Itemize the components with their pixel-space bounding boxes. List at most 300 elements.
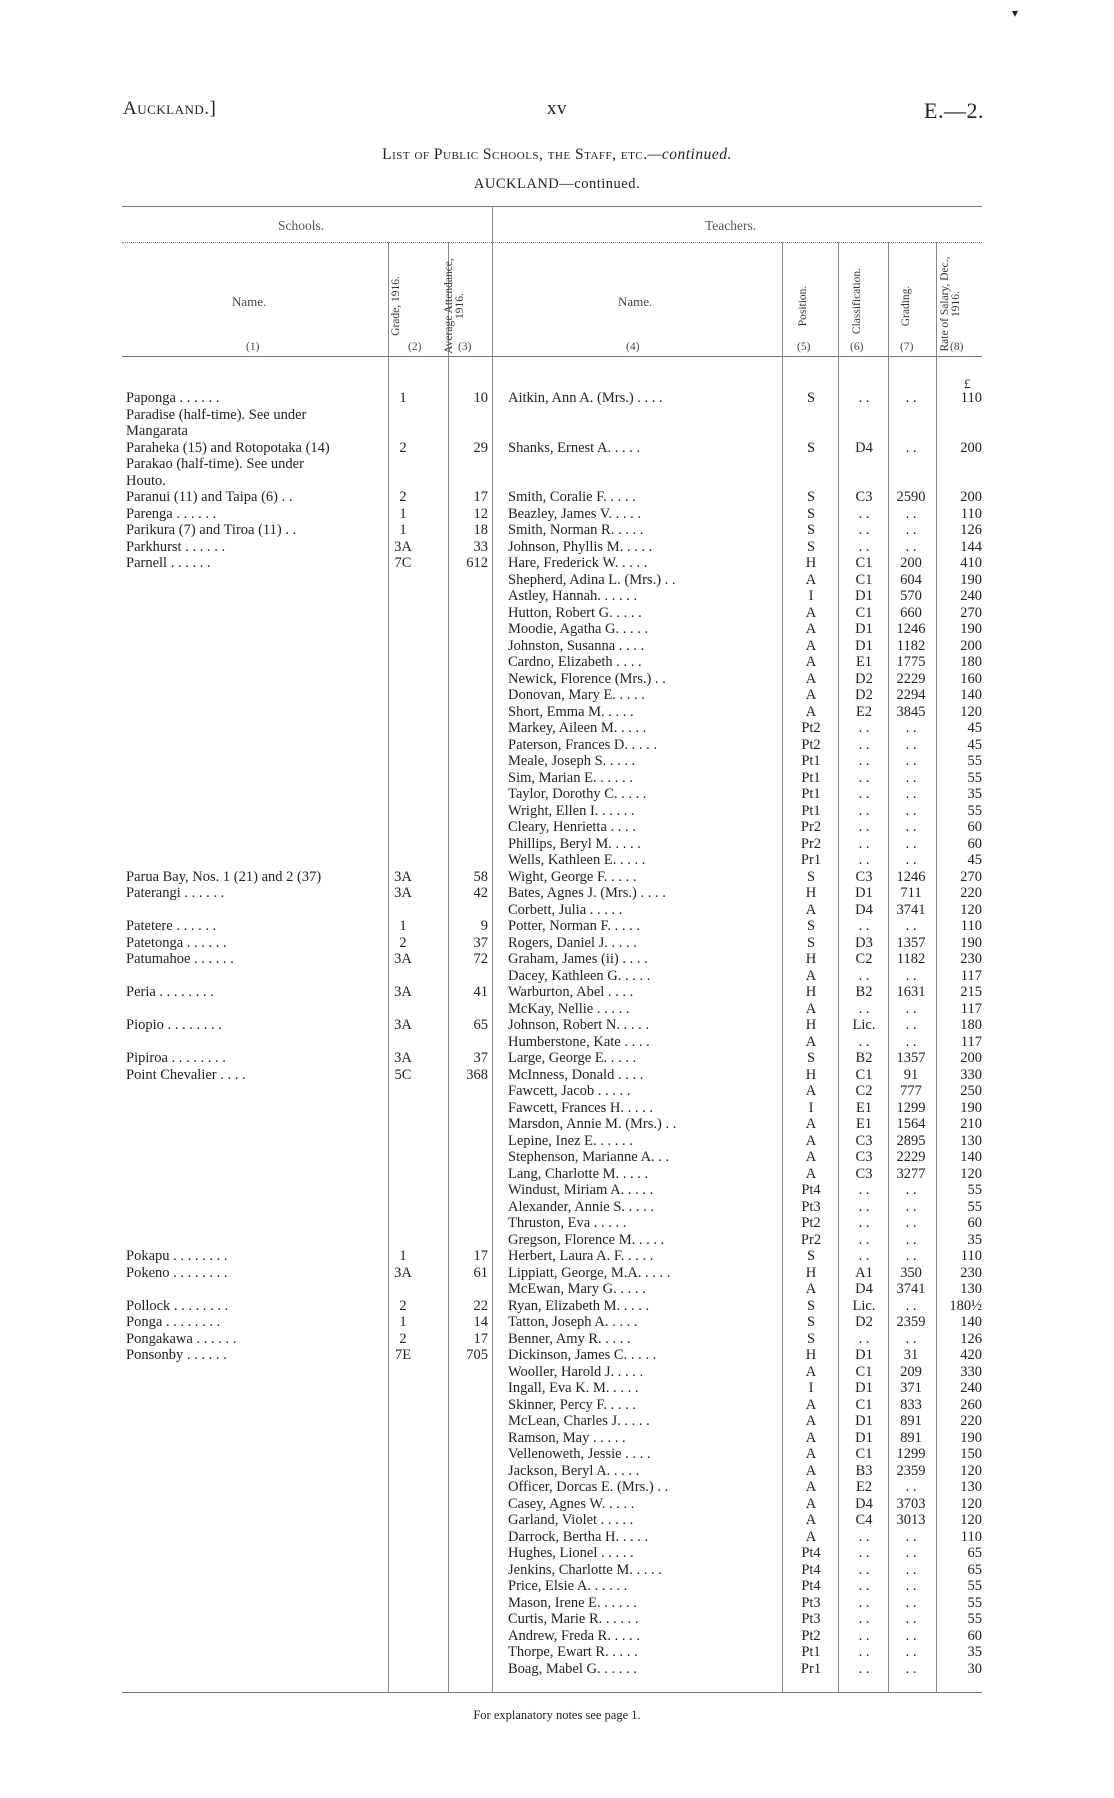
table-row xyxy=(0,423,1114,439)
salary-cell: 140 xyxy=(960,1149,982,1165)
col-header-classification: Classification. xyxy=(851,267,863,335)
grading-cell: 3703 xyxy=(896,1495,926,1512)
classification-cell: . . xyxy=(858,1528,870,1545)
school-name-cell: Paponga . . . . . . xyxy=(126,390,220,406)
teacher-name-cell: Curtis, Marie R. . . . . . xyxy=(508,1611,639,1627)
grade-cell: 5C xyxy=(394,1066,412,1083)
salary-cell: 117 xyxy=(960,967,982,984)
grading-cell: 3013 xyxy=(896,1512,926,1528)
salary-cell: 35 xyxy=(967,1231,982,1248)
table-row xyxy=(0,1661,1114,1677)
table-row xyxy=(0,918,1114,934)
salary-cell: 120 xyxy=(960,1495,982,1512)
grade-cell: 1 xyxy=(399,505,407,522)
classification-cell: D1 xyxy=(855,1413,873,1429)
teacher-name-cell: Hare, Frederick W. . . . . xyxy=(508,555,648,571)
teacher-name-cell: Phillips, Beryl M. . . . . xyxy=(508,835,641,852)
table-row xyxy=(0,1562,1114,1578)
school-name-cell: Parenga . . . . . . xyxy=(126,505,217,522)
position-cell: Pt2 xyxy=(801,720,821,736)
classification-cell: E2 xyxy=(855,1479,873,1495)
salary-cell: 120 xyxy=(960,901,982,918)
position-cell: A xyxy=(805,901,817,918)
attendance-cell: 33 xyxy=(473,538,488,555)
grading-cell: . . xyxy=(905,786,917,802)
grading-cell: . . xyxy=(905,1297,917,1314)
position-cell: Pt1 xyxy=(801,753,821,769)
table-body xyxy=(0,390,1114,1690)
position-cell: A xyxy=(805,1479,817,1495)
grade-cell: 7C xyxy=(394,555,412,571)
classification-cell: . . xyxy=(858,1594,870,1611)
grading-cell: . . xyxy=(905,819,917,835)
salary-cell: 55 xyxy=(967,1198,982,1215)
classification-cell: C3 xyxy=(855,1149,873,1165)
table-bottom-rule xyxy=(122,1692,982,1693)
attendance-cell: 9 xyxy=(480,918,488,934)
salary-cell: 190 xyxy=(960,934,982,951)
running-header-left: Auckland.] xyxy=(123,98,217,119)
attendance-cell: 72 xyxy=(473,951,488,967)
position-cell: A xyxy=(805,703,817,720)
salary-cell: 65 xyxy=(967,1561,982,1578)
table-row xyxy=(0,1496,1114,1512)
salary-cell: 190 xyxy=(960,1429,982,1446)
table-row xyxy=(0,1397,1114,1413)
attendance-cell: 61 xyxy=(473,1264,488,1281)
teacher-name-cell: Benner, Amy R. . . . . xyxy=(508,1330,631,1347)
classification-cell: D4 xyxy=(855,901,873,918)
grading-cell: . . xyxy=(905,1248,917,1264)
salary-cell: 120 xyxy=(960,1512,982,1528)
attendance-cell: 42 xyxy=(473,885,488,901)
salary-cell: 126 xyxy=(960,1330,982,1347)
grading-cell: . . xyxy=(905,852,917,868)
grading-cell: . . xyxy=(905,720,917,736)
table-row xyxy=(0,786,1114,802)
salary-cell: 160 xyxy=(960,670,982,687)
classification-cell: C1 xyxy=(855,1396,873,1413)
salary-cell: 130 xyxy=(960,1479,982,1495)
salary-cell: 220 xyxy=(960,1413,982,1429)
classification-cell: . . xyxy=(858,1330,870,1347)
position-cell: A xyxy=(805,687,817,703)
table-row xyxy=(0,737,1114,753)
table-row xyxy=(0,489,1114,505)
attendance-cell: 17 xyxy=(473,489,488,505)
grading-cell: 1299 xyxy=(896,1446,926,1462)
grading-cell: 2294 xyxy=(896,687,926,703)
classification-cell: C1 xyxy=(855,1446,873,1462)
grading-cell: 209 xyxy=(900,1363,922,1380)
classification-cell: . . xyxy=(858,786,870,802)
col-number-5: (5) xyxy=(797,341,811,353)
col-header-salary: Rate of Salary, Dec., 1916. xyxy=(939,256,962,352)
table-row xyxy=(0,572,1114,588)
position-cell: Pt1 xyxy=(801,1644,821,1660)
col-number-4: (4) xyxy=(626,341,640,353)
position-cell: Pt3 xyxy=(801,1611,821,1627)
position-cell: A xyxy=(805,1281,817,1297)
classification-cell: D4 xyxy=(855,1495,873,1512)
teacher-name-cell: Moodie, Agatha G. . . . . xyxy=(508,621,649,637)
teacher-name-cell: Fawcett, Frances H. . . . . xyxy=(508,1099,653,1116)
classification-cell: . . xyxy=(858,1231,870,1248)
grading-cell: . . xyxy=(905,967,917,984)
salary-cell: 270 xyxy=(960,604,982,621)
table-row xyxy=(0,1281,1114,1297)
salary-cell: 55 xyxy=(967,1594,982,1611)
grading-cell: . . xyxy=(905,1644,917,1660)
teacher-name-cell: Wright, Ellen I. . . . . . xyxy=(508,802,635,819)
attendance-cell: 12 xyxy=(473,505,488,522)
salary-cell: 55 xyxy=(967,753,982,769)
teacher-name-cell: Rogers, Daniel J. . . . . xyxy=(508,934,637,951)
col-header-grading: Grading. xyxy=(900,285,912,327)
attendance-cell: 17 xyxy=(473,1248,488,1264)
salary-cell: 30 xyxy=(967,1660,982,1677)
teacher-name-cell: Gregson, Florence M. . . . . xyxy=(508,1231,665,1248)
teacher-name-cell: Cardno, Elizabeth . . . . xyxy=(508,654,642,670)
grade-cell: 2 xyxy=(399,1297,407,1314)
salary-cell: 140 xyxy=(960,1314,982,1330)
grade-cell: 3A xyxy=(394,984,412,1000)
table-row xyxy=(0,935,1114,951)
grading-cell: . . xyxy=(905,1017,917,1033)
table-row xyxy=(0,671,1114,687)
teacher-name-cell: Mason, Irene E. . . . . . xyxy=(508,1594,637,1611)
table-row xyxy=(0,1116,1114,1132)
grade-cell: 3A xyxy=(394,1017,412,1033)
salary-cell: 200 xyxy=(960,637,982,654)
teacher-name-cell: Aitkin, Ann A. (Mrs.) . . . . xyxy=(508,390,663,406)
classification-cell: . . xyxy=(858,1215,870,1231)
table-row xyxy=(0,555,1114,571)
salary-cell: 210 xyxy=(960,1116,982,1132)
position-cell: A xyxy=(805,1413,817,1429)
classification-cell: C1 xyxy=(855,555,873,571)
col-number-3: (3) xyxy=(458,341,472,353)
teacher-name-cell: Johnson, Phyllis M. . . . . xyxy=(508,538,653,555)
school-name-cell: Piopio . . . . . . . . xyxy=(126,1017,222,1033)
grading-cell: 711 xyxy=(900,885,922,901)
title-main: List of Public Schools, the Staff, etc. xyxy=(382,146,648,163)
salary-cell: 330 xyxy=(960,1363,982,1380)
classification-cell: . . xyxy=(858,1561,870,1578)
position-cell: S xyxy=(806,538,816,555)
teacher-name-cell: Wooller, Harold J. . . . . xyxy=(508,1363,644,1380)
salary-cell: 180½ xyxy=(949,1297,982,1314)
grading-cell: 1246 xyxy=(896,621,926,637)
salary-cell: 110 xyxy=(960,1248,982,1264)
grading-cell: 2229 xyxy=(896,670,926,687)
table-row xyxy=(0,1265,1114,1281)
classification-cell: . . xyxy=(858,835,870,852)
classification-cell: . . xyxy=(858,1198,870,1215)
table-row xyxy=(0,440,1114,456)
position-cell: Pt2 xyxy=(801,1215,821,1231)
school-name-cell: Parkhurst . . . . . . xyxy=(126,538,226,555)
classification-cell: B2 xyxy=(855,1050,873,1066)
position-cell: A xyxy=(805,1495,817,1512)
teacher-name-cell: Large, George E. . . . . xyxy=(508,1050,637,1066)
table-row xyxy=(0,1347,1114,1363)
classification-cell: E1 xyxy=(855,1099,873,1116)
col-number-6: (6) xyxy=(850,341,864,353)
grading-cell: . . xyxy=(905,802,917,819)
teacher-name-cell: Newick, Florence (Mrs.) . . xyxy=(508,670,666,687)
position-cell: S xyxy=(806,505,816,522)
grading-cell: 31 xyxy=(903,1347,919,1363)
grading-cell: . . xyxy=(905,835,917,852)
position-cell: A xyxy=(805,1033,817,1050)
teacher-name-cell: Smith, Coralie F. . . . . xyxy=(508,489,636,505)
salary-cell: 180 xyxy=(960,654,982,670)
school-name-cell: Pongakawa . . . . . . xyxy=(126,1330,237,1347)
classification-cell: D1 xyxy=(855,1429,873,1446)
attendance-cell: 29 xyxy=(473,439,488,456)
teacher-name-cell: Skinner, Percy F. . . . . xyxy=(508,1396,636,1413)
classification-cell: . . xyxy=(858,720,870,736)
grading-cell: 1182 xyxy=(896,951,926,967)
table-row xyxy=(0,1133,1114,1149)
position-cell: S xyxy=(806,918,816,934)
classification-cell: . . xyxy=(858,1611,870,1627)
position-cell: Pr2 xyxy=(800,819,822,835)
table-row xyxy=(0,1413,1114,1429)
classification-cell: C2 xyxy=(855,1083,873,1099)
table-row xyxy=(0,588,1114,604)
table-row xyxy=(0,539,1114,555)
position-cell: A xyxy=(805,1396,817,1413)
table-row xyxy=(0,1331,1114,1347)
salary-cell: 55 xyxy=(967,1611,982,1627)
school-name-cell: Pokapu . . . . . . . . xyxy=(126,1248,228,1264)
teacher-name-cell: Dacey, Kathleen G. . . . . xyxy=(508,967,651,984)
salary-cell: 117 xyxy=(960,1000,982,1017)
teacher-name-cell: Thruston, Eva . . . . . xyxy=(508,1215,627,1231)
salary-cell: 65 xyxy=(967,1545,982,1561)
teacher-name-cell: McEwan, Mary G. . . . . xyxy=(508,1281,646,1297)
teacher-name-cell: Sim, Marian E. . . . . . xyxy=(508,769,633,786)
teacher-name-cell: Donovan, Mary E. . . . . xyxy=(508,687,645,703)
school-name-cell: Peria . . . . . . . . xyxy=(126,984,214,1000)
classification-cell: C1 xyxy=(855,1363,873,1380)
table-row xyxy=(0,390,1114,406)
salary-cell: 150 xyxy=(960,1446,982,1462)
attendance-cell: 10 xyxy=(473,390,488,406)
position-cell: A xyxy=(805,604,817,621)
salary-cell: 240 xyxy=(960,1380,982,1396)
school-name-cell: Patetonga . . . . . . xyxy=(126,934,227,951)
school-name-cell: Paradise (half-time). See under xyxy=(126,406,307,423)
salary-cell: 60 xyxy=(967,819,982,835)
salary-cell: 260 xyxy=(960,1396,982,1413)
salary-cell: 117 xyxy=(960,1033,982,1050)
classification-cell: C3 xyxy=(855,1132,873,1149)
teacher-name-cell: Jackson, Beryl A. . . . . xyxy=(508,1462,640,1479)
salary-cell: 270 xyxy=(960,868,982,885)
teacher-name-cell: Ryan, Elizabeth M. . . . . xyxy=(508,1297,650,1314)
position-cell: S xyxy=(806,522,816,538)
grading-cell: 1775 xyxy=(896,654,926,670)
grading-cell: 660 xyxy=(900,604,922,621)
classification-cell: C3 xyxy=(855,868,873,885)
teacher-name-cell: Meale, Joseph S. . . . . xyxy=(508,753,636,769)
teacher-name-cell: Casey, Agnes W. . . . . xyxy=(508,1495,635,1512)
table-row xyxy=(0,621,1114,637)
table-row xyxy=(0,638,1114,654)
school-name-cell: Mangarata xyxy=(126,423,188,439)
salary-cell: 190 xyxy=(960,1099,982,1116)
classification-cell: . . xyxy=(858,1660,870,1677)
grade-cell: 3A xyxy=(394,1264,412,1281)
salary-cell: 230 xyxy=(960,951,982,967)
table-row xyxy=(0,951,1114,967)
col-header-position: Position. xyxy=(797,285,809,327)
classification-cell: . . xyxy=(858,1248,870,1264)
grading-cell: . . xyxy=(905,1578,917,1594)
table-row xyxy=(0,407,1114,423)
salary-cell: 140 xyxy=(960,687,982,703)
salary-cell: 120 xyxy=(960,1165,982,1182)
position-cell: S xyxy=(806,1050,816,1066)
position-cell: Pt1 xyxy=(801,786,821,802)
position-cell: Pr2 xyxy=(800,835,822,852)
classification-cell: D1 xyxy=(855,637,873,654)
grading-cell: 350 xyxy=(900,1264,922,1281)
table-row xyxy=(0,803,1114,819)
attendance-cell: 37 xyxy=(473,934,488,951)
grading-cell: . . xyxy=(905,1611,917,1627)
position-cell: S xyxy=(806,1297,816,1314)
salary-cell: 35 xyxy=(967,1644,982,1660)
page-title xyxy=(0,146,1114,164)
table-row xyxy=(0,1364,1114,1380)
teacher-name-cell: Johnson, Robert N. . . . . xyxy=(508,1017,649,1033)
grading-cell: . . xyxy=(905,522,917,538)
position-cell: H xyxy=(805,885,817,901)
table-row xyxy=(0,1314,1114,1330)
classification-cell: Lic. xyxy=(852,1017,876,1033)
grading-cell: 1564 xyxy=(896,1116,926,1132)
position-cell: A xyxy=(805,1363,817,1380)
teacher-name-cell: Alexander, Annie S. . . . . xyxy=(508,1198,655,1215)
classification-cell: D2 xyxy=(855,1314,873,1330)
grading-cell: . . xyxy=(905,1330,917,1347)
table-row xyxy=(0,1611,1114,1627)
teacher-name-cell: Shepherd, Adina L. (Mrs.) . . xyxy=(508,571,676,588)
classification-cell: C3 xyxy=(855,1165,873,1182)
position-cell: Pt3 xyxy=(801,1594,821,1611)
teacher-name-cell: Warburton, Abel . . . . xyxy=(508,984,634,1000)
salary-cell: 45 xyxy=(967,852,982,868)
col-number-2: (2) xyxy=(408,341,422,353)
grading-cell: 604 xyxy=(900,571,922,588)
salary-cell: 200 xyxy=(960,1050,982,1066)
position-cell: Pt1 xyxy=(801,769,821,786)
position-cell: A xyxy=(805,1165,817,1182)
position-cell: A xyxy=(805,571,817,588)
classification-cell: E1 xyxy=(855,1116,873,1132)
position-cell: Pt1 xyxy=(801,802,821,819)
classification-cell: . . xyxy=(858,736,870,753)
table-row xyxy=(0,1595,1114,1611)
grading-cell: . . xyxy=(905,1627,917,1644)
group-teachers: Teachers. xyxy=(705,218,757,233)
position-cell: A xyxy=(805,621,817,637)
salary-cell: 190 xyxy=(960,571,982,588)
grading-cell: . . xyxy=(905,1231,917,1248)
grade-cell: 2 xyxy=(399,934,407,951)
teacher-name-cell: Price, Elsie A. . . . . . xyxy=(508,1578,628,1594)
grading-cell: 1299 xyxy=(896,1099,926,1116)
salary-cell: 215 xyxy=(960,984,982,1000)
table-top-rule xyxy=(122,206,982,207)
position-cell: H xyxy=(805,1264,817,1281)
position-cell: H xyxy=(805,555,817,571)
title-continued: —continued. xyxy=(647,146,732,163)
grading-cell: 2229 xyxy=(896,1149,926,1165)
attendance-cell: 17 xyxy=(473,1330,488,1347)
table-row xyxy=(0,1430,1114,1446)
col-header-attendance: Average Attendance, 1916. xyxy=(443,258,466,354)
grading-cell: . . xyxy=(905,439,917,456)
grade-cell: 3A xyxy=(394,1050,412,1066)
position-cell: A xyxy=(805,1000,817,1017)
teachers-group-rule xyxy=(492,242,982,243)
teacher-name-cell: Lang, Charlotte M. . . . . xyxy=(508,1165,649,1182)
position-cell: Pr1 xyxy=(800,852,822,868)
teacher-name-cell: Cleary, Henrietta . . . . xyxy=(508,819,636,835)
grading-cell: 570 xyxy=(900,588,922,604)
position-cell: I xyxy=(808,588,814,604)
classification-cell: Lic. xyxy=(852,1297,876,1314)
classification-cell: C3 xyxy=(855,489,873,505)
salary-cell: 110 xyxy=(960,390,982,406)
teacher-name-cell: Fawcett, Jacob . . . . . xyxy=(508,1083,631,1099)
header-bottom-rule xyxy=(122,356,982,357)
position-cell: A xyxy=(805,1149,817,1165)
table-row xyxy=(0,1578,1114,1594)
teacher-name-cell: Shanks, Ernest A. . . . . xyxy=(508,439,641,456)
classification-cell: D4 xyxy=(855,1281,873,1297)
teacher-name-cell: Smith, Norman R. . . . . xyxy=(508,522,644,538)
grading-cell: 3741 xyxy=(896,1281,926,1297)
table-row xyxy=(0,473,1114,489)
grading-cell: . . xyxy=(905,1561,917,1578)
classification-cell: . . xyxy=(858,1545,870,1561)
teacher-name-cell: Taylor, Dorothy C. . . . . xyxy=(508,786,647,802)
position-cell: Pr2 xyxy=(800,1231,822,1248)
grading-cell: 2895 xyxy=(896,1132,926,1149)
grade-cell: 1 xyxy=(399,390,407,406)
position-cell: S xyxy=(806,390,816,406)
table-row xyxy=(0,885,1114,901)
table-row xyxy=(0,704,1114,720)
teacher-name-cell: Potter, Norman F. . . . . xyxy=(508,918,640,934)
grading-cell: 1182 xyxy=(896,637,926,654)
attendance-cell: 14 xyxy=(473,1314,488,1330)
teacher-name-cell: Paterson, Frances D. . . . . xyxy=(508,736,658,753)
school-name-cell: Houto. xyxy=(126,472,166,489)
school-name-cell: Paterangi . . . . . . xyxy=(126,885,225,901)
salary-cell: 60 xyxy=(967,1215,982,1231)
grading-cell: 2359 xyxy=(896,1462,926,1479)
school-name-cell: Pipiroa . . . . . . . . xyxy=(126,1050,226,1066)
position-cell: Pt4 xyxy=(801,1545,821,1561)
salary-cell: 200 xyxy=(960,439,982,456)
